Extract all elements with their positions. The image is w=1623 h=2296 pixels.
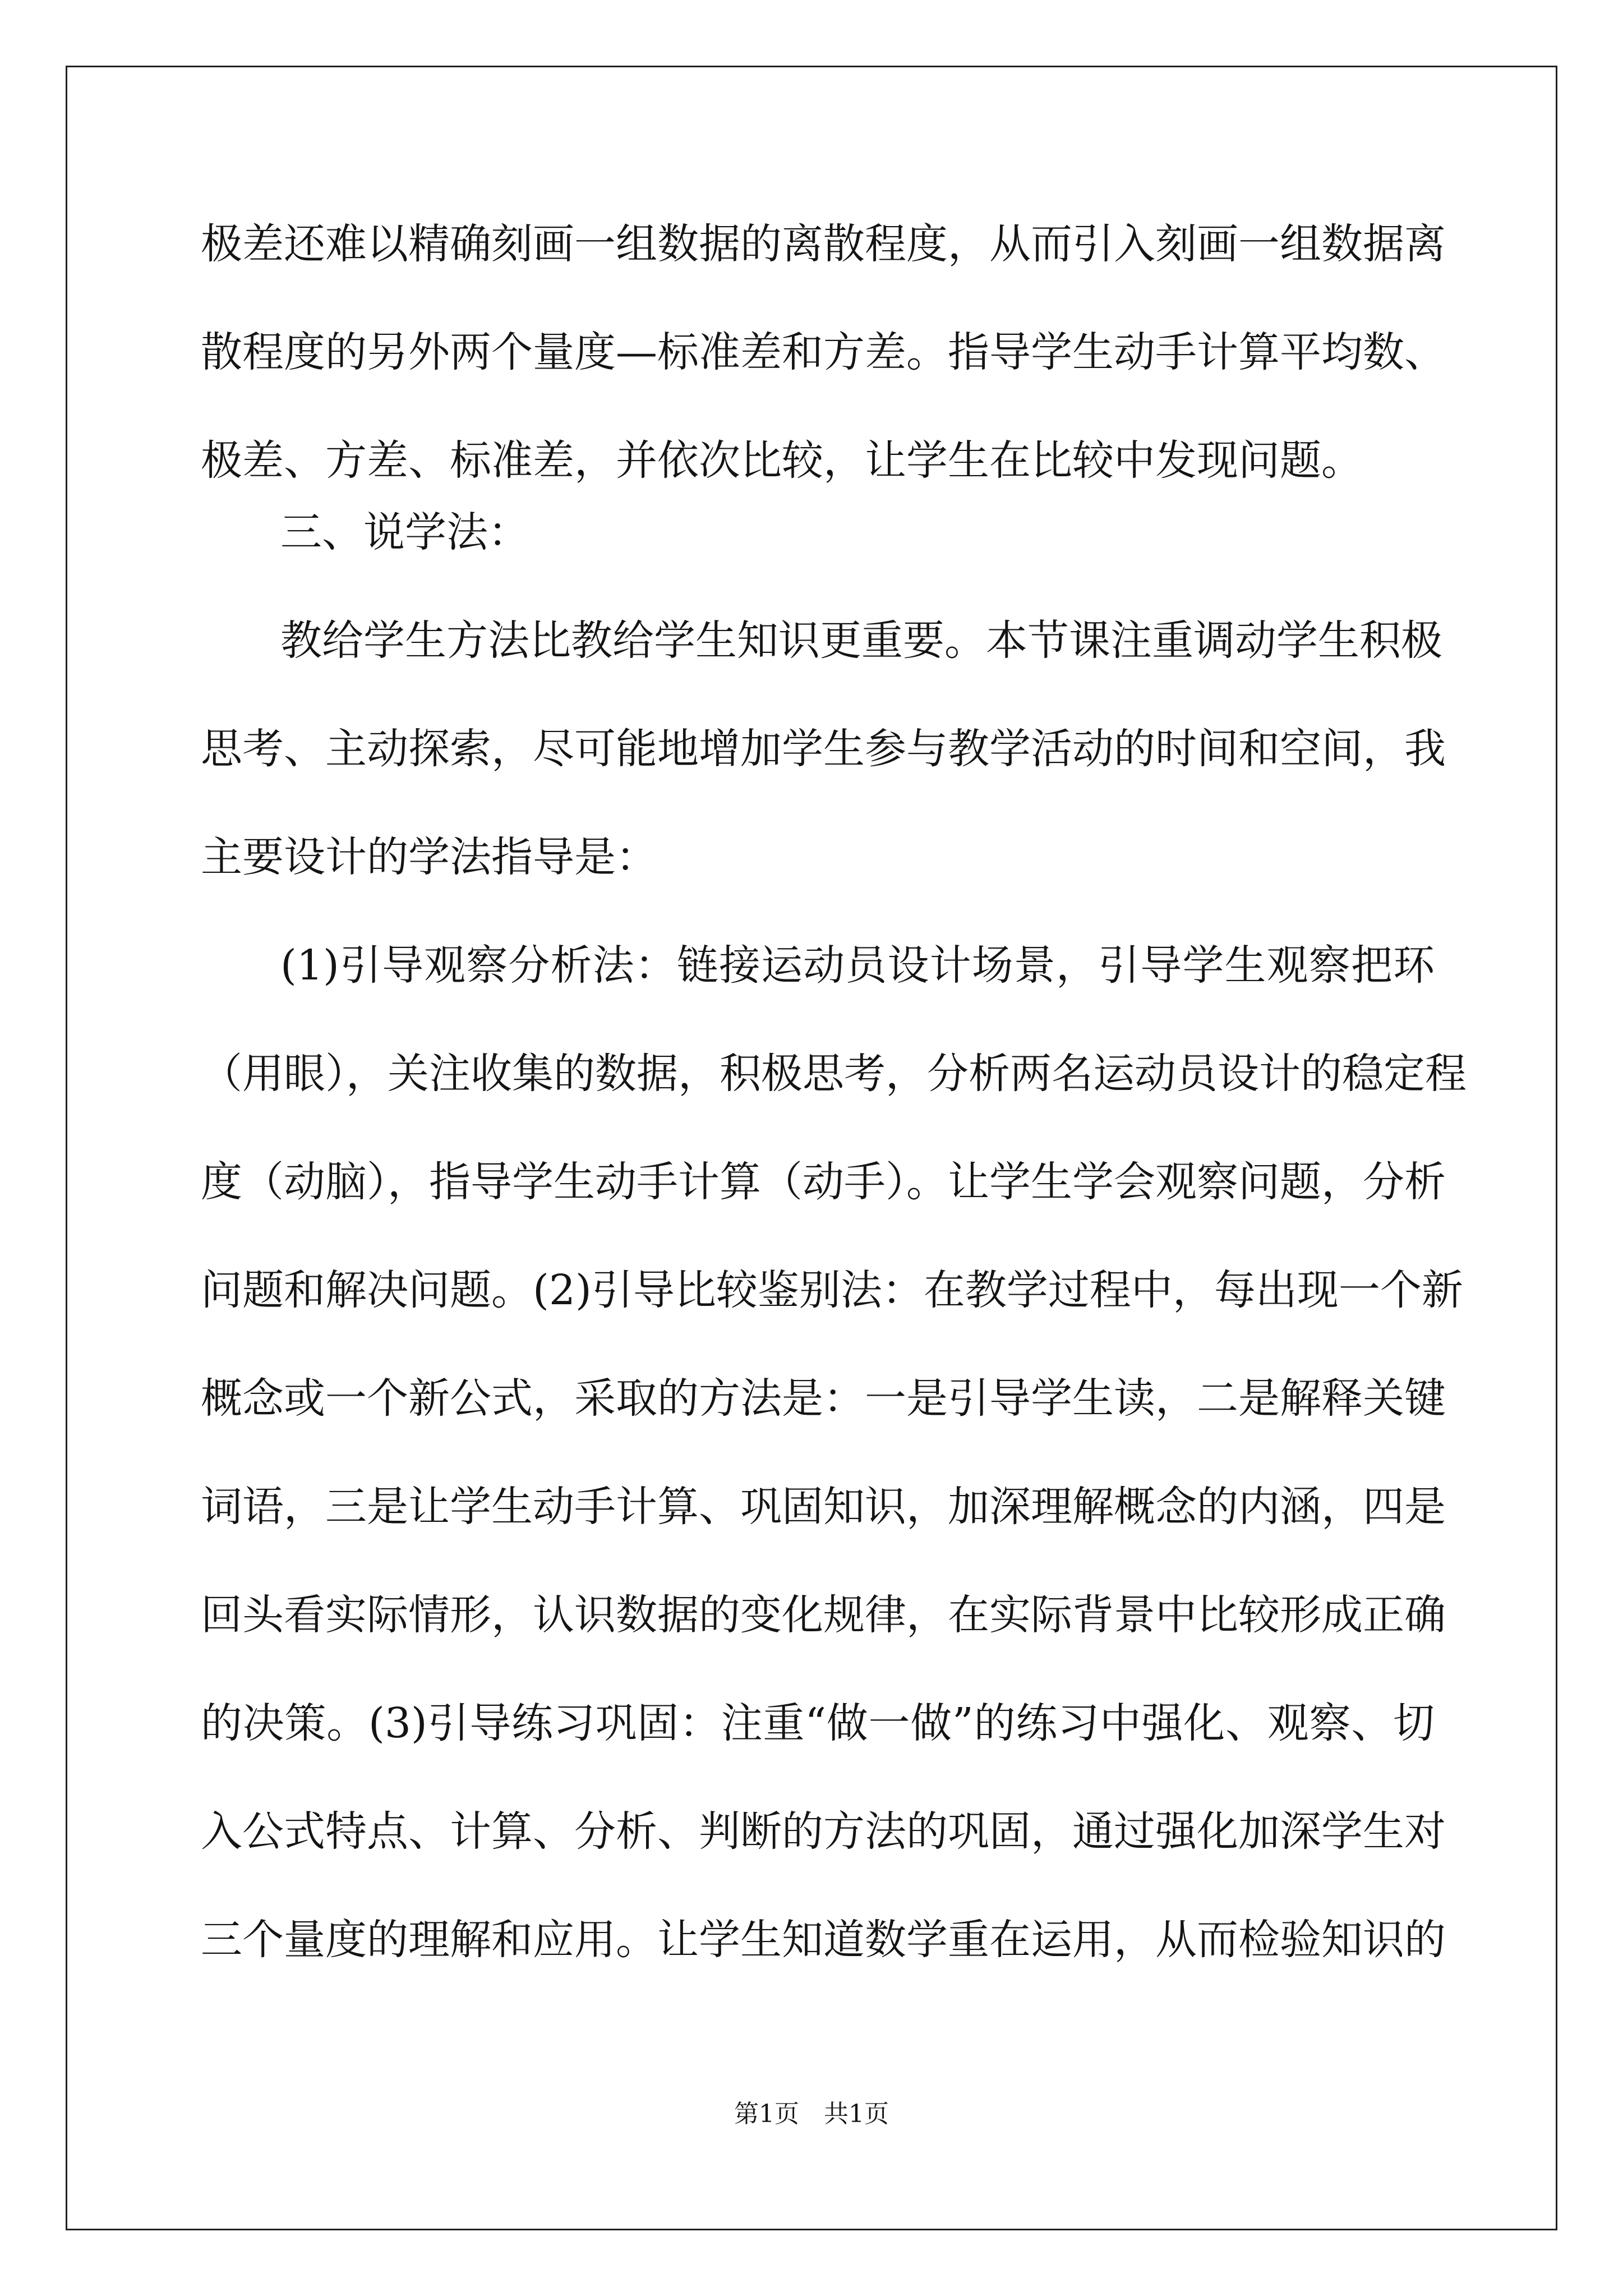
body-text-line: 度（动脑），指导学生动手计算（动手）。让学生学会观察问题，分析 [201, 1158, 1446, 1206]
body-text-line: 教给学生方法比教给学生知识更重要。本节课注重调动学生积极 [280, 616, 1442, 665]
body-text-line: 极差还难以精确刻画一组数据的离散程度，从而引入刻画一组数据离 [201, 220, 1446, 268]
body-text-line: (1)引导观察分析法：链接运动员设计场景，引导学生观察把环 [280, 941, 1435, 990]
body-text-line: 主要设计的学法指导是： [201, 833, 657, 881]
page-footer: 第1页 共1页 [734, 2100, 889, 2128]
body-text-line: 的决策。(3)引导练习巩固：注重“做一做”的练习中强化、观察、切 [201, 1699, 1435, 1747]
page-border [66, 66, 1557, 2230]
body-text-line: 概念或一个新公式，采取的方法是：一是引导学生读，二是解释关键 [201, 1374, 1446, 1423]
section-heading: 三、说学法： [280, 508, 529, 556]
body-text-line: 问题和解决问题。(2)引导比较鉴别法：在教学过程中，每出现一个新 [201, 1266, 1463, 1314]
body-text-line: 回头看实际情形，认识数据的变化规律，在实际背景中比较形成正确 [201, 1591, 1446, 1639]
body-text-line: 极差、方差、标准差，并依次比较，让学生在比较中发现问题。 [201, 436, 1363, 485]
body-text-line: 思考、主动探索，尽可能地增加学生参与教学活动的时间和空间，我 [201, 725, 1446, 773]
body-text-line: （用眼），关注收集的数据，积极思考，分析两名运动员设计的稳定程 [201, 1050, 1467, 1098]
body-text-line: 三个量度的理解和应用。让学生知道数学重在运用，从而检验知识的 [201, 1916, 1446, 1964]
body-text-line: 入公式特点、计算、分析、判断的方法的巩固，通过强化加深学生对 [201, 1807, 1446, 1856]
body-text-line: 散程度的另外两个量度—标准差和方差。指导学生动手计算平均数、 [201, 328, 1446, 376]
body-text-line: 词语，三是让学生动手计算、巩固知识，加深理解概念的内涵，四是 [201, 1483, 1446, 1531]
